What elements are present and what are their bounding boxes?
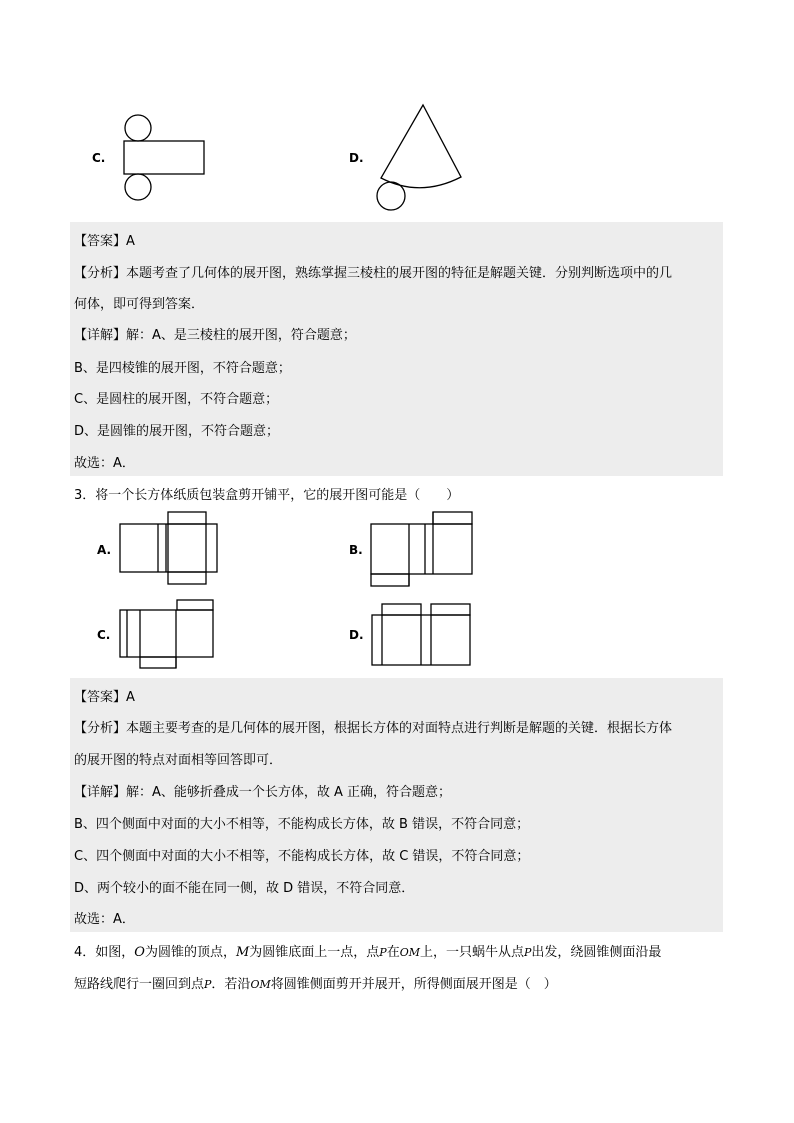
q4-text: 4．如图， — [74, 945, 135, 960]
q4-var-om: OM — [399, 946, 420, 959]
q3-detail-line-1: 【详解】解：A、能够折叠成一个长方体，故 A 正确，符合题意； — [74, 785, 452, 800]
q4-stem-line-2 — [74, 973, 557, 992]
q2-option-d-label: D. — [349, 151, 364, 165]
q3-choose: 故选：A． — [74, 912, 135, 927]
q2-analysis-line-2: 何体，即可得到答案． — [74, 297, 205, 312]
q4-var-om: OM — [250, 978, 271, 991]
q2-option-c-label: C. — [92, 151, 106, 165]
q4-text: 为圆锥的顶点， — [144, 945, 236, 960]
q4-text: 出发，绕圆锥侧面沿最 — [531, 945, 662, 960]
q4-var-o: O — [134, 945, 145, 960]
q4-text: ．若沿 — [211, 977, 251, 992]
q3-option-d-label: D. — [349, 628, 364, 642]
q3-stem: 3．将一个长方体纸质包装盒剪开铺平，它的展开图可能是（ ） — [74, 488, 460, 503]
q3-option-c-label: C. — [97, 628, 111, 642]
q4-text: 将圆锥侧面剪开并展开，所得侧面展开图是（ ） — [270, 977, 557, 992]
q3-detail-line-2: B、四个侧面中对面的大小不相等，不能构成长方体，故 B 错误，不符合同意； — [74, 817, 530, 832]
q4-text: 在 — [386, 945, 400, 960]
q2-detail-line-1: 【详解】解：A、是三棱柱的展开图，符合题意； — [74, 328, 356, 343]
q3-analysis-line-2: 的展开图的特点对面相等回答即可． — [74, 753, 283, 768]
q2-detail-line-2: B、是四棱锥的展开图，不符合题意； — [74, 361, 291, 376]
q4-var-p: P — [524, 946, 532, 959]
q3-detail-line-4: D、两个较小的面不能在同一侧，故 D 错误，不符合同意． — [74, 881, 415, 896]
q4-stem-line-1 — [74, 941, 661, 960]
q2-option-d-cone-net — [372, 102, 472, 214]
q4-text: 上，一只蜗牛从点 — [420, 945, 525, 960]
q3-option-a-net — [118, 510, 222, 590]
q3-option-a-label: A. — [97, 543, 112, 557]
q3-option-b-net — [369, 508, 475, 590]
q2-answer: 【答案】A — [74, 234, 135, 249]
q2-detail-line-3: C、是圆柱的展开图，不符合题意； — [74, 392, 279, 407]
q4-var-p: P — [204, 978, 212, 991]
q3-option-b-label: B. — [349, 543, 363, 557]
q3-answer: 【答案】A — [74, 690, 135, 705]
q2-detail-line-4: D、是圆锥的展开图，不符合题意； — [74, 424, 280, 439]
q3-analysis-line-1: 【分析】本题主要考查的是几何体的展开图，根据长方体的对面特点进行判断是解题的关键．根据长方体 — [74, 721, 673, 736]
q2-choose: 故选：A． — [74, 456, 135, 471]
q2-analysis-line-1: 【分析】本题考查了几何体的展开图，熟练掌握三棱柱的展开图的特征是解题关键．分别判断选项中的几 — [74, 266, 673, 281]
q4-var-p: P — [379, 946, 387, 959]
q4-var-m: M — [235, 945, 250, 960]
q3-detail-line-3: C、四个侧面中对面的大小不相等，不能构成长方体，故 C 错误，不符合同意； — [74, 849, 530, 864]
q2-option-c-cylinder-net — [118, 112, 213, 207]
q4-text: 短路线爬行一圈回到点 — [74, 977, 205, 992]
q3-option-c-net — [118, 598, 218, 672]
q3-option-d-net — [369, 600, 475, 670]
q4-text: 为圆锥底面上一点，点 — [249, 945, 380, 960]
